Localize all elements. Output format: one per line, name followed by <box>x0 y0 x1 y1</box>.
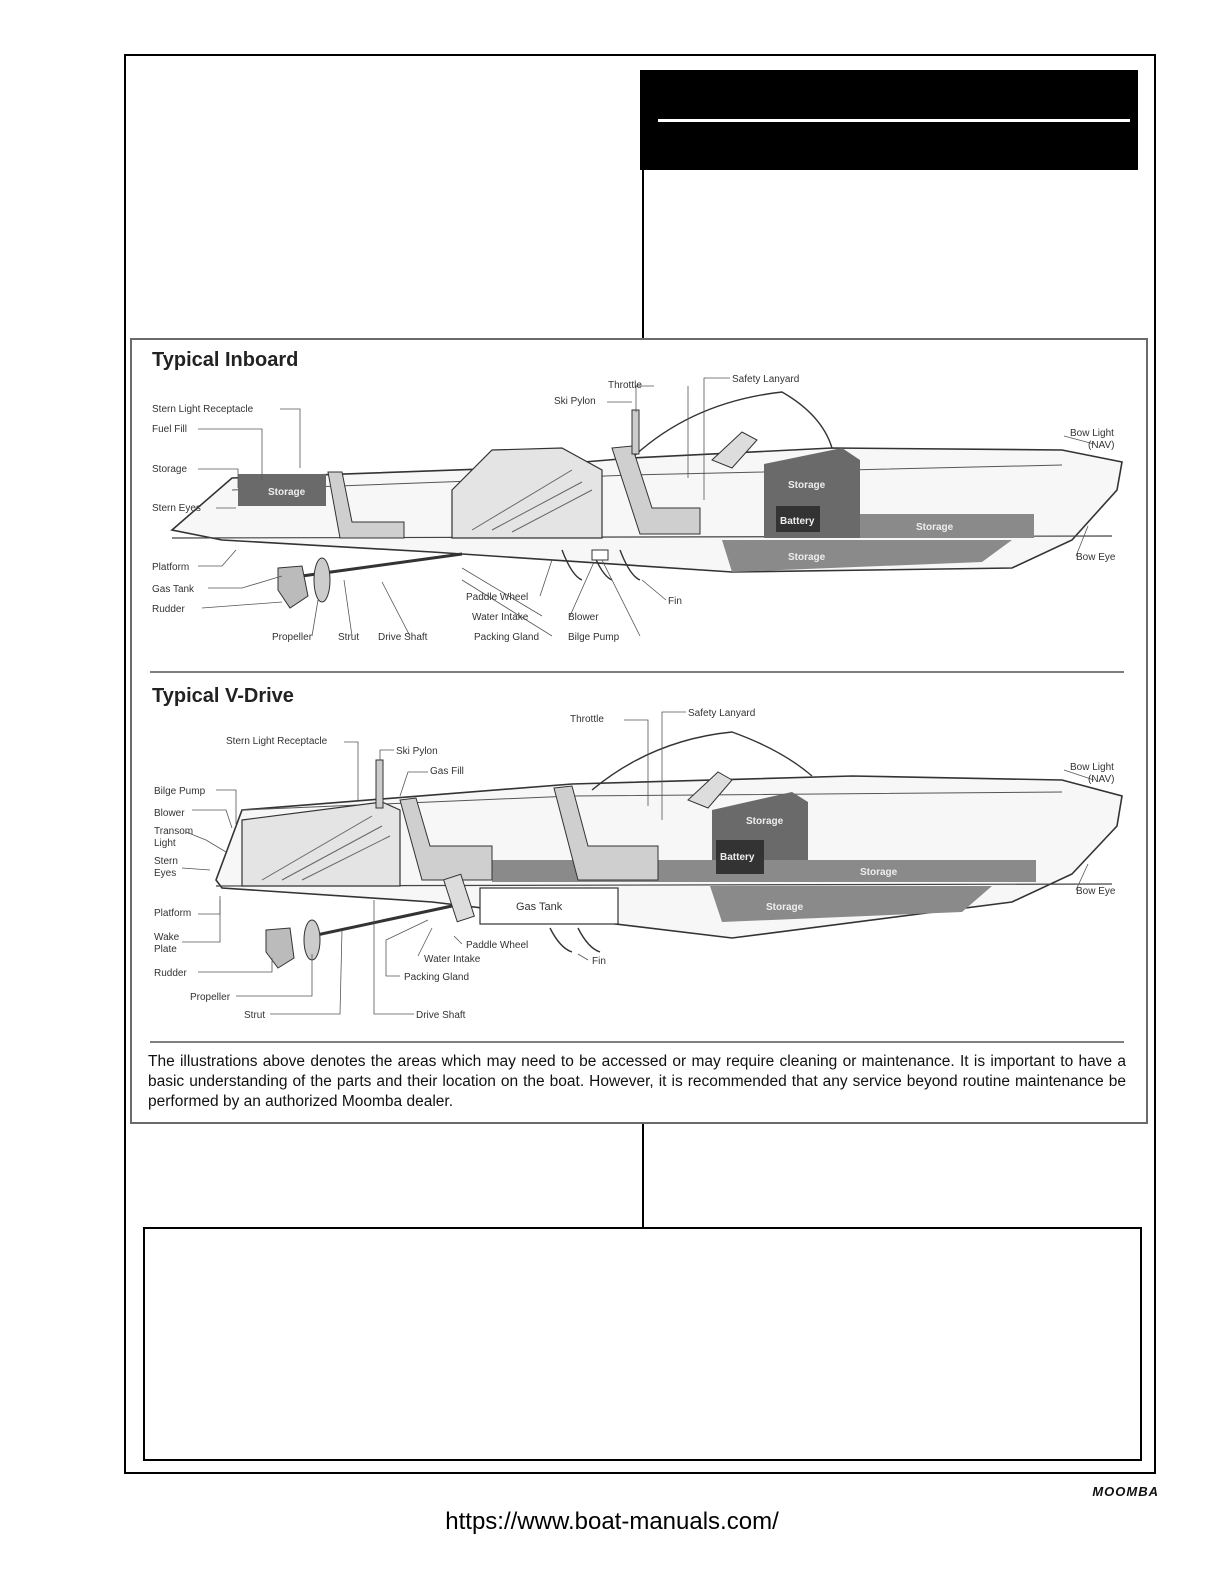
vdrive-label-blower: Blower <box>154 808 185 819</box>
vdrive-label-gas-fill: Gas Fill <box>430 766 464 777</box>
boat-diagrams-svg <box>132 340 1146 1122</box>
vdrive-label-propeller: Propeller <box>190 992 231 1003</box>
inboard-label-nav: (NAV) <box>1088 440 1115 451</box>
header-rule <box>658 119 1130 122</box>
vdrive-label-battery: Battery <box>720 852 755 863</box>
inboard-label-rudder: Rudder <box>152 604 185 615</box>
inboard-boat-drawing <box>152 374 1122 643</box>
inboard-title: Typical Inboard <box>152 349 299 371</box>
inboard-label-throttle: Throttle <box>608 380 642 391</box>
inboard-label-strut: Strut <box>338 632 360 643</box>
inboard-propeller <box>314 558 330 602</box>
note-box <box>143 1227 1142 1461</box>
vdrive-label-fin: Fin <box>592 956 606 967</box>
vdrive-label-stern: Stern <box>154 856 178 867</box>
inboard-label-packing-gland: Packing Gland <box>474 632 540 643</box>
inboard-label-gas-tank: Gas Tank <box>152 584 195 595</box>
vdrive-label-storage-bow: Storage <box>746 816 784 827</box>
vdrive-storage-floor <box>710 886 992 922</box>
vdrive-label-bow-light: Bow Light <box>1070 762 1114 773</box>
inboard-label-ski-pylon: Ski Pylon <box>554 396 596 407</box>
inboard-label-propeller: Propeller <box>272 632 313 643</box>
inboard-label-bow-light: Bow Light <box>1070 428 1114 439</box>
vdrive-label-drive-shaft: Drive Shaft <box>416 1010 466 1021</box>
vdrive-label-plate: Plate <box>154 944 177 955</box>
inboard-label-blower: Blower <box>568 612 599 623</box>
inboard-label-paddle-wheel: Paddle Wheel <box>466 592 529 603</box>
inboard-label-stern-eyes: Stern Eyes <box>152 503 201 514</box>
column-divider-top <box>642 170 644 340</box>
vdrive-label-safety-lanyard: Safety Lanyard <box>688 708 756 719</box>
vdrive-label-throttle: Throttle <box>570 714 604 725</box>
column-divider-bottom <box>642 1124 644 1228</box>
vdrive-label-packing-gland: Packing Gland <box>404 972 470 983</box>
figure-caption: The illustrations above denotes the areas which may need to be accessed or may require cleaning or maintenance. It is important to have a basic understanding of the parts and their location on the boat. However, it is recommended that any service beyond routine maintenance be performed by an authorized Moomba dealer. <box>148 1053 1126 1110</box>
vdrive-label-platform: Platform <box>154 908 192 919</box>
inboard-label-storage-left: Storage <box>152 464 188 475</box>
vdrive-label-wake: Wake <box>154 932 180 943</box>
vdrive-title: Typical V-Drive <box>152 685 294 707</box>
inboard-label-safety-lanyard: Safety Lanyard <box>732 374 800 385</box>
inboard-label-battery: Battery <box>780 516 815 527</box>
inboard-label-storage-floor: Storage <box>788 552 826 563</box>
inboard-label-drive-shaft: Drive Shaft <box>378 632 428 643</box>
vdrive-boat-drawing <box>154 708 1122 1021</box>
vdrive-label-nav: (NAV) <box>1088 774 1115 785</box>
inboard-label-stern-light: Stern Light Receptacle <box>152 404 254 415</box>
vdrive-label-bilge-pump: Bilge Pump <box>154 786 206 797</box>
inboard-label-storage-stern: Storage <box>268 487 306 498</box>
vdrive-label-strut: Strut <box>244 1010 266 1021</box>
vdrive-label-paddle-wheel: Paddle Wheel <box>466 940 529 951</box>
vdrive-label-eyes: Eyes <box>154 868 177 879</box>
footer-url[interactable]: https://www.boat-manuals.com/ <box>445 1508 779 1535</box>
inboard-label-fin: Fin <box>668 596 682 607</box>
vdrive-label-light: Light <box>154 838 176 849</box>
vdrive-label-gas-tank: Gas Tank <box>516 901 563 913</box>
vdrive-label-rudder: Rudder <box>154 968 187 979</box>
vdrive-label-water-intake: Water Intake <box>424 954 481 965</box>
vdrive-label-ski-pylon: Ski Pylon <box>396 746 438 757</box>
inboard-label-storage-front: Storage <box>916 522 954 533</box>
inboard-label-water-intake: Water Intake <box>472 612 529 623</box>
inboard-label-fuel-fill: Fuel Fill <box>152 424 188 435</box>
vdrive-label-transom: Transom <box>154 826 194 837</box>
vdrive-label-bow-eye: Bow Eye <box>1076 886 1116 897</box>
brand-text: MOOMBA <box>1092 1484 1159 1498</box>
inboard-label-platform: Platform <box>152 562 190 573</box>
inboard-rudder <box>278 566 308 608</box>
boat-diagram-figure <box>130 338 1148 1124</box>
inboard-label-bow-eye: Bow Eye <box>1076 552 1116 563</box>
vdrive-rudder <box>266 928 294 968</box>
inboard-label-storage-bow: Storage <box>788 480 826 491</box>
vdrive-label-stern-light: Stern Light Receptacle <box>226 736 328 747</box>
moomba-logo <box>1028 1484 1160 1498</box>
vdrive-label-storage-front: Storage <box>860 867 898 878</box>
inboard-label-bilge-pump: Bilge Pump <box>568 632 620 643</box>
vdrive-label-storage-floor: Storage <box>766 902 804 913</box>
